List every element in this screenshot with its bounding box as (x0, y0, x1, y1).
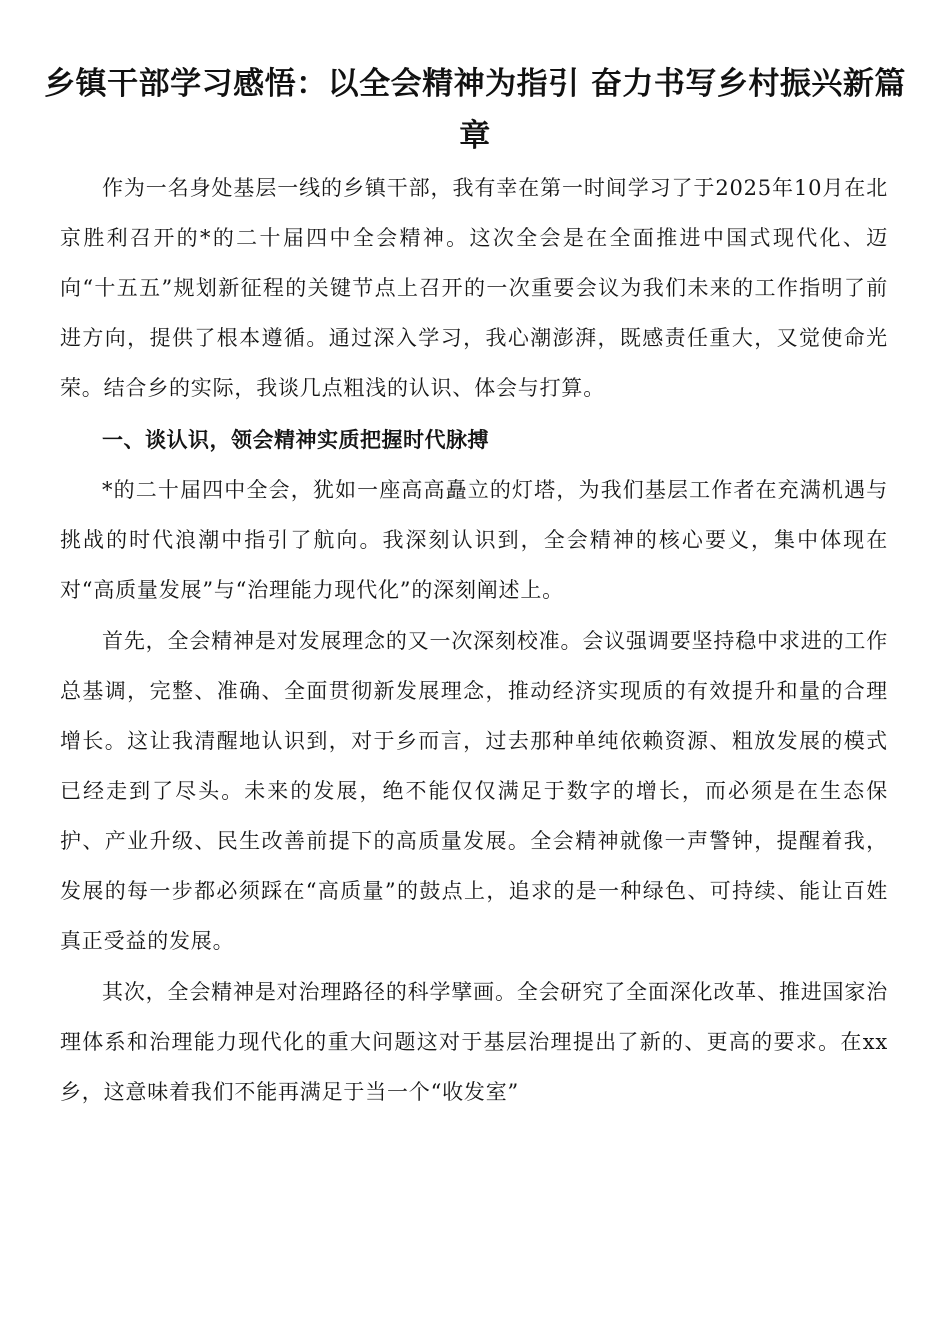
paragraph-first-point: 首先，全会精神是对发展理念的又一次深刻校准。会议强调要坚持稳中求进的工作总基调，完整、准确、全面贯彻新发展理念，推动经济实现质的有效提升和量的合理增长。这让我清醒地认识到，对于乡而言，过去那种单纯依赖资源、粗放发展的模式已经走到了尽头。未来的发展，绝不能仅仅满足于数字的增长，而必须是在生态保护、产业升级、民生改善前提下的高质量发展。全会精神就像一声警钟，提醒着我，发展的每一步都必须踩在“高质量”的鼓点上，追求的是一种绿色、可持续、能让百姓真正受益的发展。 (60, 629, 888, 953)
paragraph-section1-overview: *的二十届四中全会，犹如一座高高矗立的灯塔，为我们基层工作者在充满机遇与挑战的时代浪潮中指引了航向。我深刻认识到，全会精神的核心要义，集中体现在对“高质量发展”与“治理能力现代化”的深刻阐述上。 (60, 478, 888, 602)
document-body (60, 163, 888, 1117)
paragraph-second-point: 其次，全会精神是对治理路径的科学擘画。全会研究了全面深化改革、推进国家治理体系和治理能力现代化的重大问题这对于基层治理提出了新的、更高的要求。在xx乡，这意味着我们不能再满足于当一个“收发室” (60, 980, 888, 1104)
section-heading-1: 一、谈认识，领会精神实质把握时代脉搏 (102, 428, 489, 452)
document-title: 乡镇干部学习感悟：以全会精神为指引 奋力书写乡村振兴新篇章 (44, 66, 906, 154)
paragraph-intro: 作为一名身处基层一线的乡镇干部，我有幸在第一时间学习了于2025年10月在北京胜利召开的*的二十届四中全会精神。这次全会是在全面推进中国式现代化、迈向“十五五”规划新征程的关键节点上召开的一次重要会议为我们未来的工作指明了前进方向，提供了根本遵循。通过深入学习，我心潮澎湃，既感责任重大，又觉使命光荣。结合乡的实际，我谈几点粗浅的认识、体会与打算。 (60, 176, 888, 400)
